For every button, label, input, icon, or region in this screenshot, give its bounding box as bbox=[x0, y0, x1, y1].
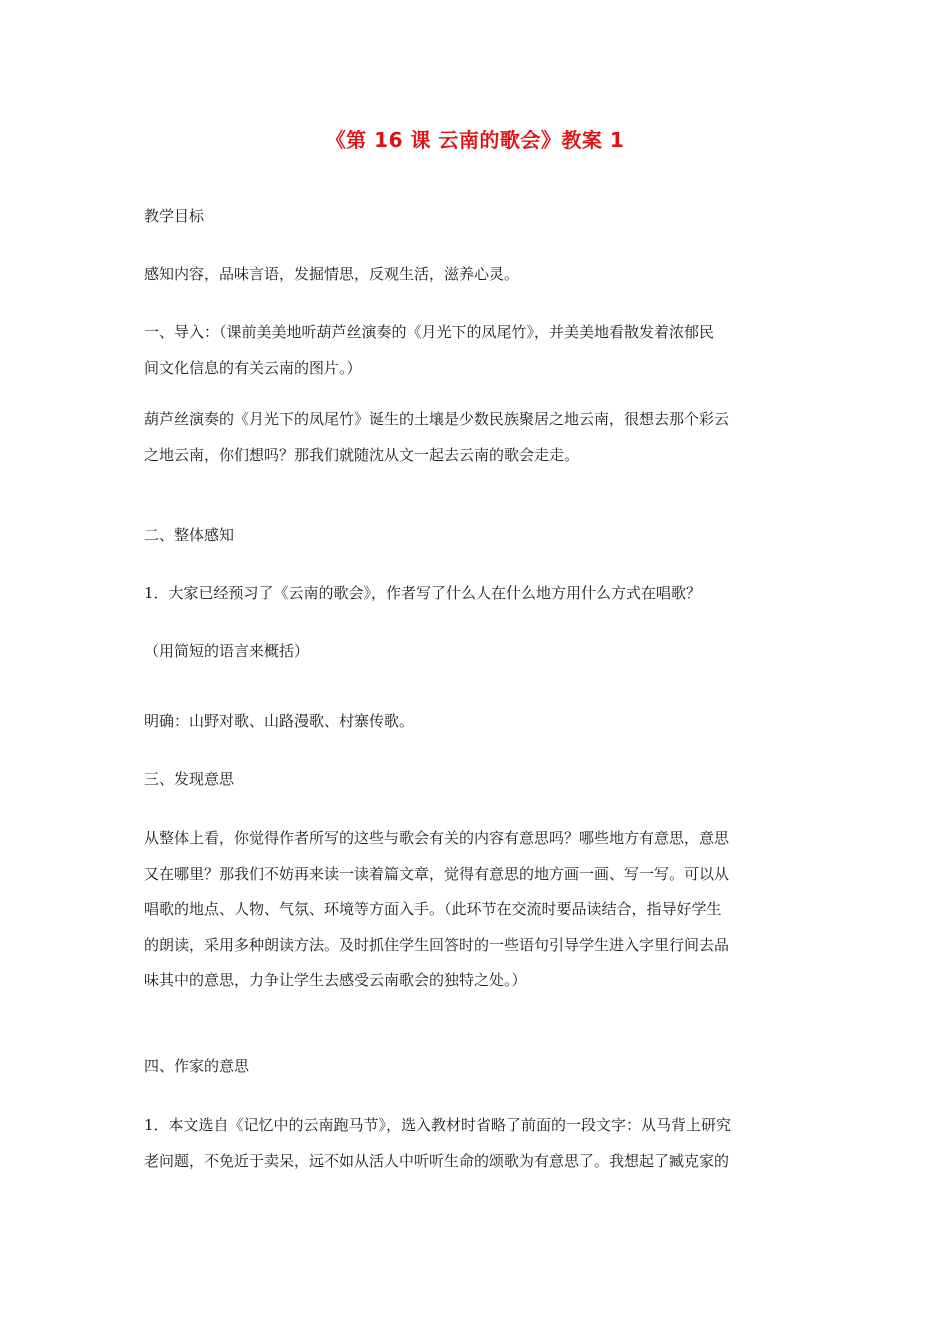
text-line: 之地云南，你们想吗？那我们就随沈从文一起去云南的歌会走走。 bbox=[144, 445, 580, 464]
text-line: 1．大家已经预习了《云南的歌会》，作者写了什么人在什么地方用什么方式在唱歌？ bbox=[144, 584, 702, 602]
answer-1 bbox=[144, 704, 814, 740]
document-title: 《第 16 课 云南的歌会》教案 1 bbox=[325, 128, 625, 152]
text-line: 感知内容，品味言语，发掘情思，反观生活，滋养心灵。 bbox=[144, 265, 520, 283]
text-line: 间文化信息的有关云南的图片。） bbox=[144, 358, 362, 377]
text-line: 教学目标 bbox=[144, 207, 205, 225]
teaching-goals-heading bbox=[144, 199, 814, 235]
text-line: 从整体上看，你觉得作者所写的这些与歌会有关的内容有意思吗？哪些地方有意思，意思 bbox=[144, 829, 730, 847]
section-1-intro bbox=[144, 315, 814, 386]
section-3-heading bbox=[144, 762, 814, 798]
text-line: 1．本文选自《记忆中的云南跑马节》，选入教材时省略了前面的一段文字：从马背上研究 bbox=[144, 1116, 732, 1134]
section-4-heading bbox=[144, 1049, 814, 1085]
text-line: 葫芦丝演奏的《月光下的凤尾竹》诞生的土壤是少数民族聚居之地云南，很想去那个彩云 bbox=[144, 410, 730, 428]
text-line: 一、导入：（课前美美地听葫芦丝演奏的《月光下的凤尾竹》，并美美地看散发着浓郁民 bbox=[144, 323, 715, 341]
question-1 bbox=[144, 576, 814, 612]
teaching-goals bbox=[144, 257, 814, 293]
text-line: 唱歌的地点、人物、气氛、环境等方面入手。（此环节在交流时要品读结合，指导好学生 bbox=[144, 900, 722, 918]
section-2-heading bbox=[144, 518, 814, 554]
text-line: 二、整体感知 bbox=[144, 526, 235, 544]
section-4-text bbox=[144, 1108, 814, 1179]
text-line: 老问题，不免近于卖呆，远不如从活人中听听生命的颂歌为有意思了。我想起了臧克家的 bbox=[144, 1151, 730, 1170]
text-line: 明确：山野对歌、山路漫歌、村寨传歌。 bbox=[144, 712, 415, 730]
text-line: 的朗读，采用多种朗读方法。及时抓住学生回答时的一些语句引导学生进入字里行间去品 bbox=[144, 935, 730, 954]
section-3-text bbox=[144, 821, 814, 999]
text-line: 四、作家的意思 bbox=[144, 1057, 250, 1075]
text-line: （用简短的语言来概括） bbox=[144, 642, 310, 660]
text-line: 三、发现意思 bbox=[144, 770, 235, 788]
text-line: 又在哪里？那我们不妨再来读一读着篇文章，觉得有意思的地方画一画、写一写。可以从 bbox=[144, 864, 730, 883]
question-1-note bbox=[144, 634, 814, 670]
intro-text bbox=[144, 402, 814, 473]
text-line: 味其中的意思，力争让学生去感受云南歌会的独特之处。） bbox=[144, 971, 527, 989]
